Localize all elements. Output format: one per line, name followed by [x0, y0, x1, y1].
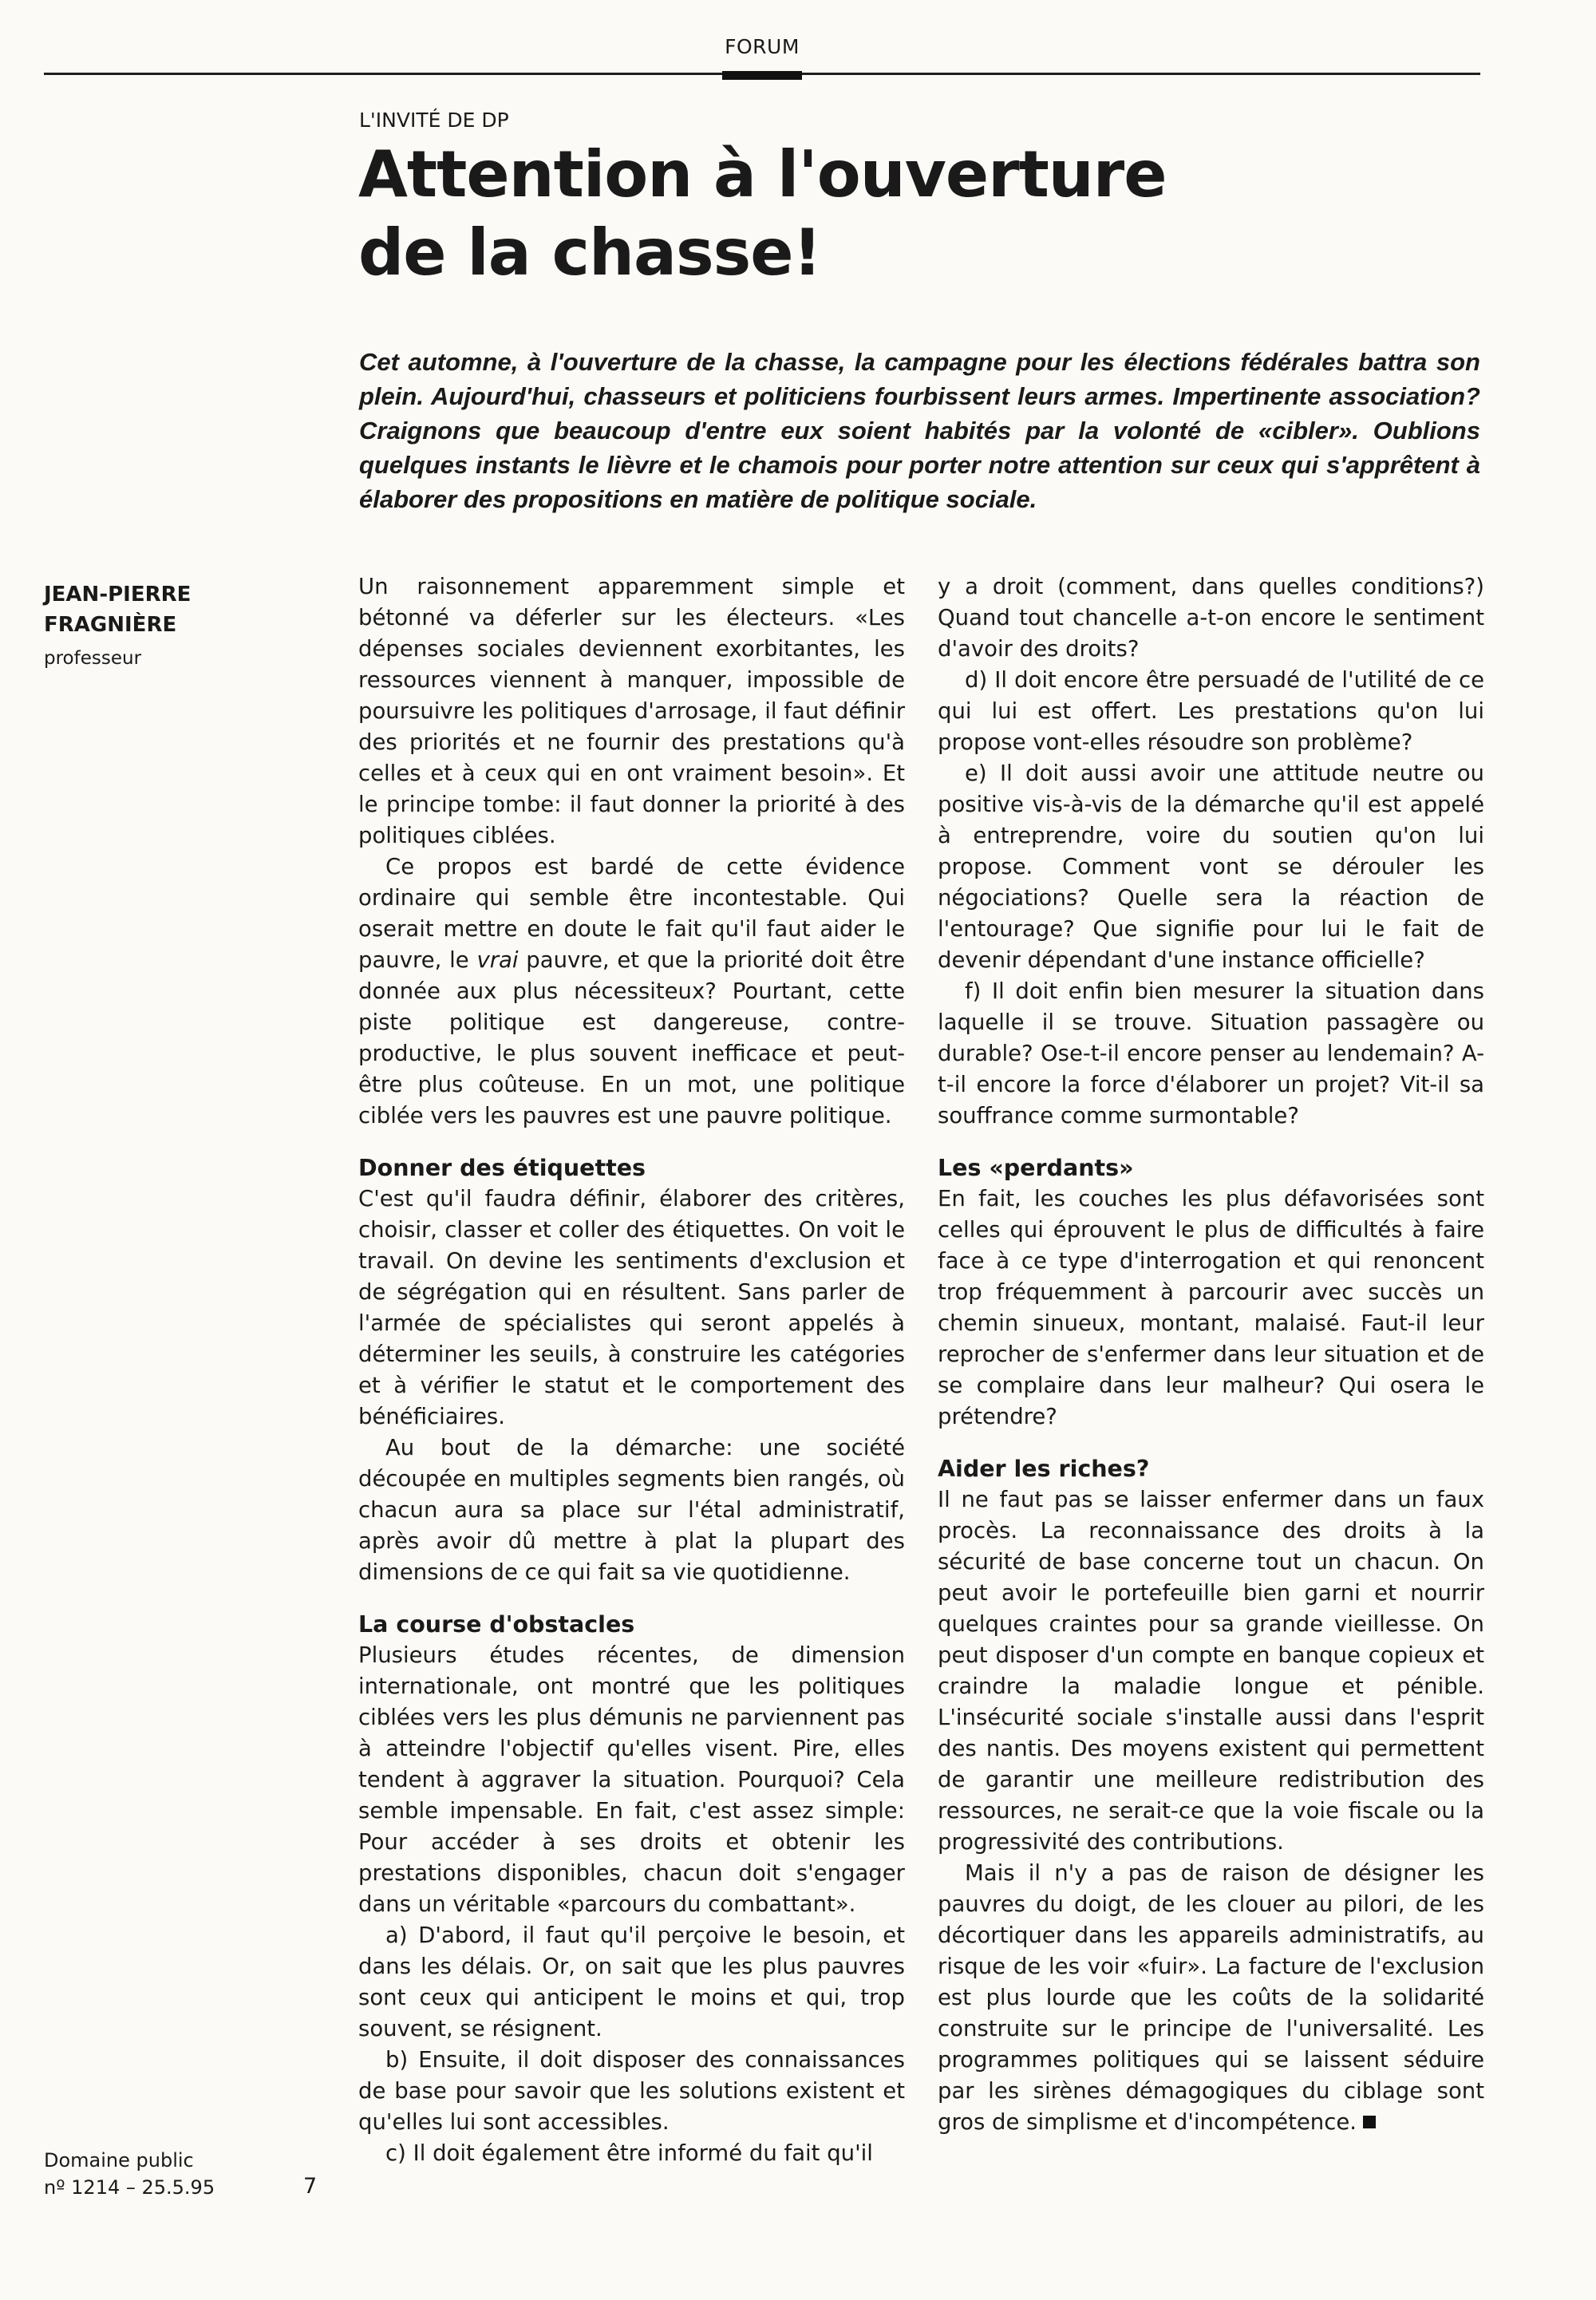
paragraph: En fait, les couches les plus défavorisées sont celles qui éprouvent le plus de difficultés à faire face à ce type d'interrogation et qui renoncent trop fréquemment à parcourir avec succès un chemin sinueux, montant, malaisé. Faut-il leur reprocher de s'enfermer dans leur situation et de se complaire dans leur malheur? Qui osera le prétendre? [938, 1186, 1484, 1429]
paragraph: C'est qu'il faudra définir, élaborer des critères, choisir, classer et coller des étiquettes. On voit le travail. On devine les sentiments d'exclusion et de ségrégation qui en résultent. Sans parler de l'armée de spécialistes qui seront appelés à déterminer les seuils, à construire les catégories et à vérifier le statut et le comportement des bénéficiaires. [358, 1186, 905, 1429]
author-name-line-1: JEAN-PIERRE [44, 583, 192, 607]
body-column-right [938, 571, 1484, 2138]
emphasis-text: vrai [476, 947, 519, 973]
end-of-article-mark [1363, 2116, 1376, 2128]
paragraph-text: pauvre, et que la priorité doit être donnée aux plus nécessiteux? Pourtant, cette piste politique est dangereuse, contre-productive, le plus souvent inefficace et peut-être plus coûteuse. En un mot, une politique ciblée vers les pauvres est une pauvre politique. [358, 947, 906, 1128]
page-number: 7 [303, 2174, 318, 2199]
paragraph: a) D'abord, il faut qu'il perçoive le besoin, et dans les délais. Or, on sait que les plus pauvres sont ceux qui anticipent le moins et qui, trop souvent, se résignent. [358, 1923, 905, 2041]
paragraph: y a droit (comment, dans quelles conditions?) Quand tout chancelle a-t-on encore le sentiment d'avoir des droits? [938, 574, 1484, 662]
paragraph-text: Mais il n'y a pas de raison de désigner les pauvres du doigt, de les clouer au pilori, de les décortiquer dans les appareils administratifs, au risque de les voir «fuir». La facture de l'exclusion est plus lourde que les coûts de la solidarité construite sur le principe de l'universalité. Les programmes politiques qui se laissent séduire par les sirènes démagogiques du ciblage sont gros de simplisme et d'incompétence. [938, 1860, 1484, 2135]
author-name-line-2: FRAGNIÈRE [44, 613, 177, 637]
section-label: FORUM [725, 35, 800, 58]
paragraph: e) Il doit aussi avoir une attitude neutre ou positive vis-à-vis de la démarche qu'il est appelé à entreprendre, voire du soutien qu'on lui propose. Comment vont se dérouler les négociations? Quelle sera la réaction de l'entourage? Que signifie pour lui le fait de devenir dépendant d'une instance officielle? [938, 761, 1484, 973]
publication-name: Domaine public [44, 2149, 194, 2172]
paragraph-text: Ce propos est bardé de cette évidence ordinaire qui semble être incontestable. Qui oserait mettre en doute le fait qu'il faut aider le pauvre, le [358, 854, 905, 973]
header-mark [722, 71, 802, 80]
subheading: Aider les riches? [938, 1456, 1150, 1482]
paragraph: Il ne faut pas se laisser enfermer dans un faux procès. La reconnaissance des droits à la sécurité de base concerne tout un chacun. On peut avoir le portefeuille bien garni et nourrir quelques craintes pour sa grande vieillesse. On peut disposer d'un compte en banque copieux et craindre la maladie longue et pénible. L'insécurité sociale s'installe aussi dans l'esprit des nantis. Des moyens existent qui permettent de garantir une meilleure redistribution des ressources, ne serait-ce que la voie fiscale ou la progressivité des contributions. [938, 1487, 1484, 1855]
article-lead: Cet automne, à l'ouverture de la chasse, la campagne pour les élections fédérales battra son plein. Aujourd'hui, chasseurs et politiciens fourbissent leurs armes. Impertinente association? Craignons que beaucoup d'entre eux soient habités par la volonté de «cibler». Oublions quelques instants le lièvre et le chamois pour porter notre attention sur ceux qui s'apprêtent à élaborer des propositions en matière de politique sociale. [359, 348, 1480, 513]
paragraph: Plusieurs études récentes, de dimension internationale, ont montré que les politiques ciblées vers les plus démunis ne parviennent pas à atteindre l'objectif qu'elles visent. Pire, elles tendent à aggraver la situation. Pourquoi? Cela semble impensable. En fait, c'est assez simple: Pour accéder à ses droits et obtenir les prestations disponibles, chacun doit s'engager dans un véritable «parcours du combattant». [358, 1642, 905, 1917]
publication-info [44, 2147, 215, 2201]
paragraph [358, 852, 905, 1132]
paragraph: Un raisonnement apparemment simple et bétonné va déferler sur les électeurs. «Les dépenses sociales deviennent exorbitantes, les ressources viennent à manquer, impossible de poursuivre les politiques d'arrosage, il faut définir des priorités et ne fournir des prestations qu'à celles et à ceux qui en ont vraiment besoin». Et le principe tombe: il faut donner la priorité à des politiques ciblées. [358, 574, 905, 848]
subheading: Donner des étiquettes [358, 1155, 646, 1181]
paragraph: c) Il doit également être informé du fait qu'il [385, 2140, 873, 2166]
paragraph: Au bout de la démarche: une société découpée en multiples segments bien rangés, où chacun aura sa place sur l'étal administratif, après avoir dû mettre à plat la plupart des dimensions de ce qui fait sa vie quotidienne. [358, 1435, 905, 1585]
issue-number: nº 1214 – 25.5.95 [44, 2176, 215, 2199]
subheading: La course d'obstacles [358, 1611, 635, 1638]
article-title [358, 136, 1166, 292]
author-name [44, 579, 191, 640]
paragraph: b) Ensuite, il doit disposer des connaissances de base pour savoir que les solutions existent et qu'elles lui sont accessibles. [358, 2047, 905, 2135]
paragraph: f) Il doit enfin bien mesurer la situation dans laquelle il se trouve. Situation passagère ou durable? Ose-t-il encore penser au lendemain? A-t-il encore la force d'élaborer un projet? Vit-il sa souffrance comme surmontable? [938, 978, 1484, 1128]
author-role: professeur [44, 648, 142, 669]
title-line-2: de la chasse! [358, 215, 821, 290]
subheading: Les «perdants» [938, 1155, 1134, 1181]
paragraph [938, 1858, 1484, 2138]
paragraph: d) Il doit encore être persuadé de l'utilité de ce qui lui est offert. Les prestations qu'on lui propose vont-elles résoudre son problème? [938, 667, 1484, 755]
article-kicker: L'INVITÉ DE DP [359, 109, 509, 132]
body-column-left [358, 571, 905, 2169]
title-line-1: Attention à l'ouverture [358, 137, 1167, 211]
